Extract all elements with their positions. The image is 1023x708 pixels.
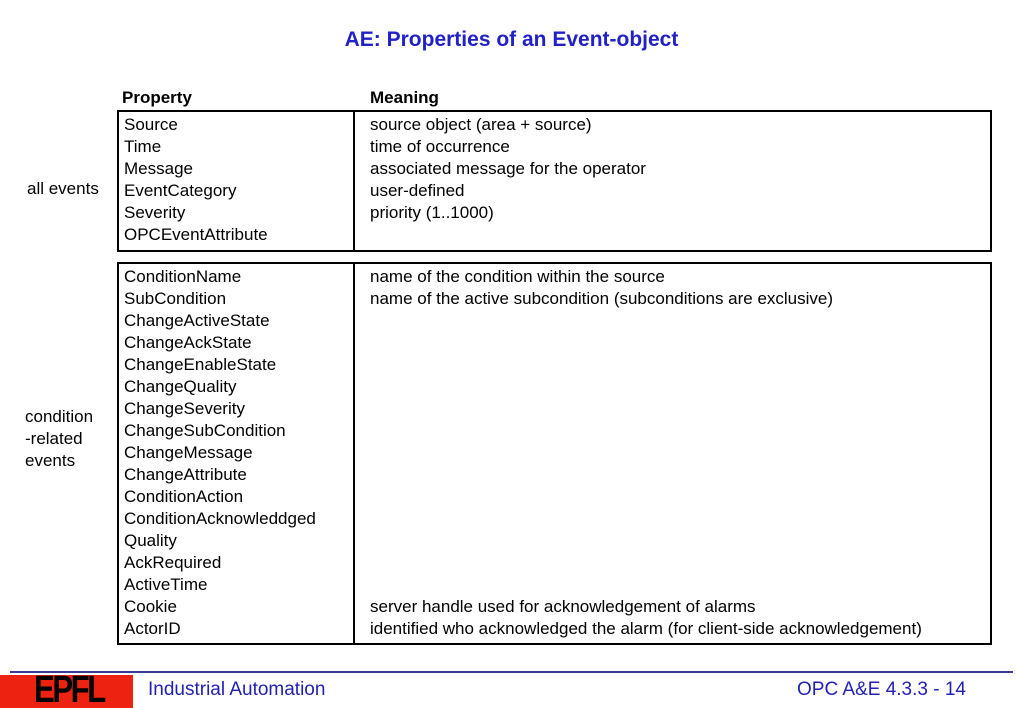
- table-group-all-events: [117, 110, 992, 252]
- meaning-cell: name of the active subcondition (subconditions are exclusive): [370, 289, 834, 308]
- property-cell: AckRequired: [124, 553, 222, 572]
- property-column: [119, 264, 355, 643]
- property-cell: ConditionName: [124, 267, 242, 286]
- meaning-cell: user-defined: [370, 181, 465, 200]
- meaning-cell: [370, 354, 986, 376]
- side-label-condition-related-events: [25, 406, 93, 472]
- meaning-column: [355, 264, 990, 643]
- meaning-cell: [370, 310, 986, 332]
- property-cell: Cookie: [124, 597, 177, 616]
- property-cell: ChangeQuality: [124, 377, 237, 396]
- property-cell: Quality: [124, 531, 177, 550]
- property-cell: SubCondition: [124, 289, 227, 308]
- footer-course-title: Industrial Automation: [148, 679, 326, 700]
- column-header-property: Property: [122, 88, 192, 107]
- meaning-cell: [370, 332, 986, 354]
- footer-page-number: OPC A&E 4.3.3 - 14: [797, 679, 966, 700]
- property-cell: ChangeSeverity: [124, 399, 245, 418]
- meaning-cell: identified who acknowledged the alarm (for client-side acknowledgement): [370, 619, 922, 638]
- meaning-cell: [370, 442, 986, 464]
- property-cell: ChangeActiveState: [124, 311, 270, 330]
- property-cell: ChangeAckState: [124, 333, 252, 352]
- property-cell: ChangeAttribute: [124, 465, 247, 484]
- property-cell: ActiveTime: [124, 575, 208, 594]
- column-header-meaning: Meaning: [370, 88, 439, 107]
- meaning-cell: [370, 508, 986, 530]
- property-cell: ActorID: [124, 619, 181, 638]
- meaning-cell: name of the condition within the source: [370, 267, 665, 286]
- meaning-cell: [370, 486, 986, 508]
- meaning-cell: [370, 552, 986, 574]
- side-label-all-events: all events: [27, 179, 99, 198]
- page-title: AE: Properties of an Event-object: [344, 28, 679, 51]
- property-cell: Message: [124, 159, 193, 178]
- meaning-cell: [370, 464, 986, 486]
- property-cell: EventCategory: [124, 181, 237, 200]
- meaning-cell: [370, 376, 986, 398]
- meaning-cell: source object (area + source): [370, 115, 592, 134]
- property-cell: ChangeEnableState: [124, 355, 277, 374]
- meaning-cell: time of occurrence: [370, 137, 510, 156]
- property-cell: OPCEventAttribute: [124, 225, 268, 244]
- property-cell: ConditionAction: [124, 487, 244, 506]
- meaning-cell: [370, 420, 986, 442]
- meaning-cell: [370, 224, 986, 246]
- meaning-column: [355, 112, 990, 250]
- meaning-cell: associated message for the operator: [370, 159, 646, 178]
- property-cell: ChangeSubCondition: [124, 421, 286, 440]
- property-cell: Source: [124, 115, 178, 134]
- meaning-cell: [370, 398, 986, 420]
- property-cell: Time: [124, 137, 162, 156]
- table-group-condition-related-events: [117, 262, 992, 645]
- footer-divider-line: [10, 671, 1013, 673]
- meaning-cell: priority (1..1000): [370, 203, 494, 222]
- epfl-logo: [0, 669, 133, 708]
- property-cell: ChangeMessage: [124, 443, 253, 462]
- property-cell: ConditionAcknowleddged: [124, 509, 316, 528]
- meaning-cell: server handle used for acknowledgement of alarms: [370, 597, 756, 616]
- meaning-cell: [370, 574, 986, 596]
- side-label-line: events: [25, 451, 76, 470]
- property-cell: Severity: [124, 203, 186, 222]
- side-label-line: -related: [25, 429, 83, 448]
- side-label-line: condition: [25, 407, 94, 426]
- meaning-cell: [370, 530, 986, 552]
- epfl-logo-text: EPFL: [34, 669, 104, 708]
- property-column: [119, 112, 355, 250]
